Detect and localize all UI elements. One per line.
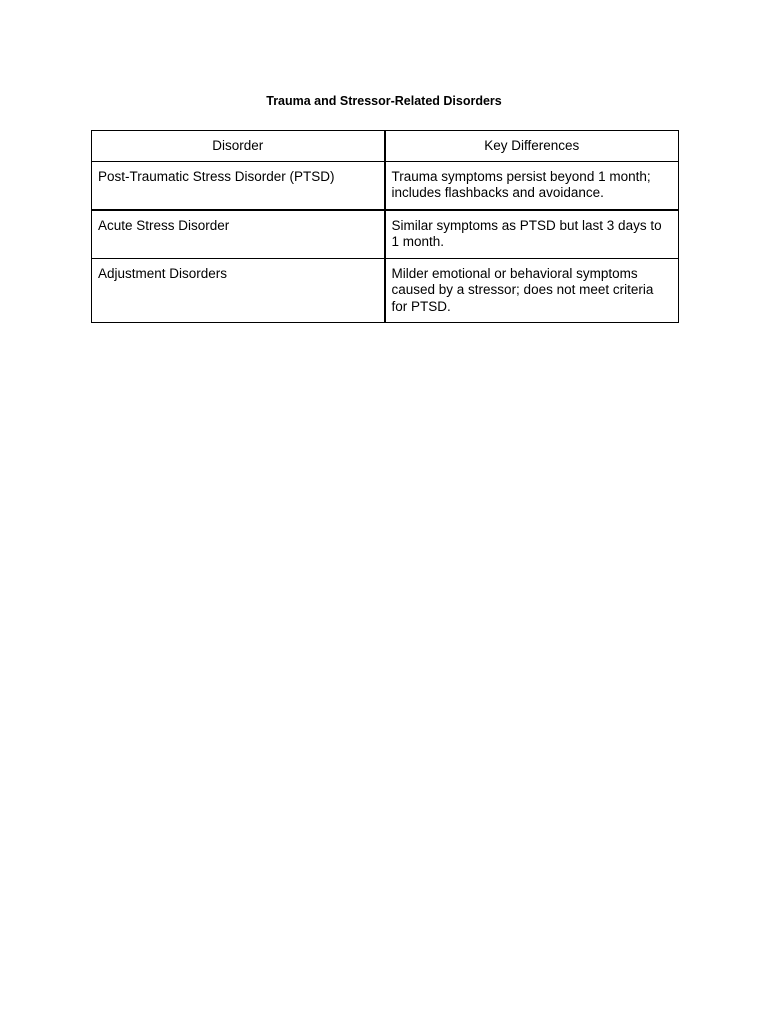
key-differences-cell: Similar symptoms as PTSD but last 3 days to 1 month. bbox=[385, 210, 679, 259]
table-header-row bbox=[92, 131, 679, 162]
document-title: Trauma and Stressor-Related Disorders bbox=[266, 94, 502, 108]
key-differences-cell: Milder emotional or behavioral symptoms caused by a stressor; does not meet criteria for PTSD. bbox=[385, 258, 679, 323]
disorder-cell: Adjustment Disorders bbox=[92, 258, 385, 323]
table-row bbox=[92, 258, 679, 323]
disorder-cell: Acute Stress Disorder bbox=[92, 210, 385, 259]
table-row bbox=[92, 161, 679, 210]
column-header-key-differences: Key Differences bbox=[385, 131, 679, 162]
disorder-cell: Post-Traumatic Stress Disorder (PTSD) bbox=[92, 161, 385, 210]
table-row bbox=[92, 210, 679, 259]
disorders-table bbox=[91, 130, 679, 323]
key-differences-cell: Trauma symptoms persist beyond 1 month; includes flashbacks and avoidance. bbox=[385, 161, 679, 210]
column-header-disorder: Disorder bbox=[92, 131, 385, 162]
